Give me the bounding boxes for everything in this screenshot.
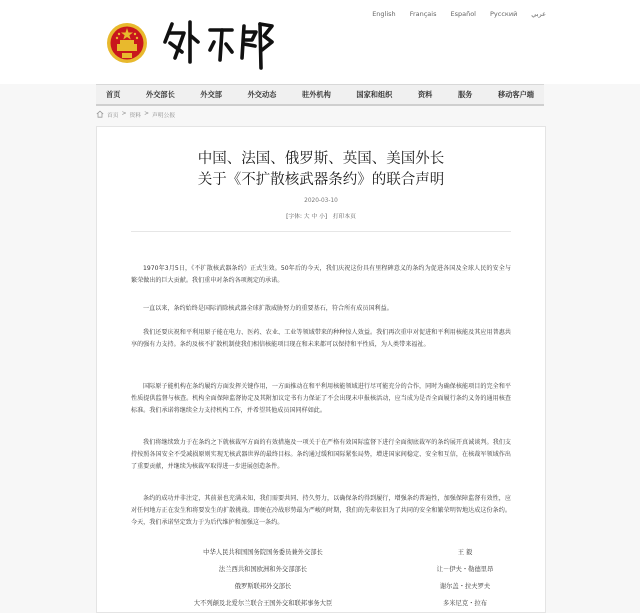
- font-size-controls: [97, 211, 545, 220]
- divider: [131, 231, 511, 232]
- home-icon: [96, 110, 104, 118]
- signatory-role: 中华人民共和国国务院国务委员兼外交部长: [203, 549, 323, 556]
- breadcrumb-home[interactable]: 首页: [107, 112, 119, 119]
- nav-minister[interactable]: 外交部长: [146, 89, 175, 99]
- national-emblem-icon[interactable]: [106, 22, 148, 64]
- breadcrumb: [96, 108, 175, 120]
- nav-missions[interactable]: 驻外机构: [302, 89, 331, 99]
- nav-mobile[interactable]: 移动客户端: [498, 89, 534, 99]
- lang-arabic[interactable]: عربي: [531, 10, 546, 18]
- signatory-name: 多米尼克・拉布: [442, 600, 488, 607]
- article-paragraph: 条约的成功并非注定，其前景也充满未知，我们需要共同、持久努力，以确保条约得到履行，增强条约普遍性，加强保障监督有效性，应对任何地方正在发生和将要发生的扩散挑战。即便在冷战形势最为严峻的时期，我们的先辈依旧为了共同的安全和繁荣明智地达成这份条约。今天，我们承诺坚定致力于为后代维护和加强这一条约。: [131, 495, 511, 526]
- signatory-role: 俄罗斯联邦外交部长: [234, 583, 292, 590]
- lang-french[interactable]: Français: [409, 10, 437, 18]
- font-size-label: [字体:: [286, 214, 302, 220]
- signatory-name: 王 毅: [457, 549, 473, 556]
- breadcrumb-separator: >: [144, 111, 149, 117]
- signatory-row: [97, 581, 545, 593]
- article-paragraph: 一直以来，条约始终是国际消除核武器全球扩散威胁努力的重要基石，符合所有成员国利益。: [143, 305, 393, 312]
- nav-ministry[interactable]: 外交部: [200, 89, 222, 99]
- article-paragraph: 我们还要庆祝和平利用原子能在电力、医药、农业、工业等领域带来的种种惊人效益。我们再次重申对促进和平利用核能及其应用普惠共享的强有力支持。条约及核不扩散机制使我们相信核能项目现在和未来都可以保持和平性质，为人类带来福祉。: [131, 329, 511, 348]
- font-size-medium[interactable]: 中: [311, 214, 318, 220]
- font-size-large[interactable]: 大: [303, 214, 310, 220]
- nav-services[interactable]: 服务: [457, 89, 473, 99]
- article-title: [97, 149, 545, 191]
- print-link[interactable]: 打印本页: [332, 214, 356, 220]
- article-paragraph: 1970年3月5日，《不扩散核武器条约》正式生效。50年后的今天，我们庆祝这份具有里程碑意义的条约为促进各国及全球人民的安全与繁荣做出的巨大贡献。我们重申对条约各项规定的承诺。: [131, 265, 511, 284]
- nav-resources[interactable]: 资料: [417, 89, 433, 99]
- font-size-small[interactable]: 小: [319, 214, 325, 220]
- signatory-role: 法兰西共和国欧洲和外交部部长: [218, 566, 308, 573]
- article-title-line1: 中国、法国、俄罗斯、英国、美国外长: [197, 151, 445, 167]
- site-header: [0, 0, 640, 84]
- nav-countries[interactable]: 国家和组织: [356, 89, 393, 99]
- language-switcher: [372, 10, 546, 18]
- signatory-name: 让－伊夫・勒德里昂: [436, 566, 494, 573]
- ministry-logo[interactable]: [160, 16, 280, 70]
- signatory-name: 谢尔盖・拉夫罗夫: [439, 583, 491, 590]
- breadcrumb-resources[interactable]: 资料: [129, 112, 142, 119]
- breadcrumb-statements[interactable]: 声明公报: [151, 112, 176, 119]
- article-date: 2020-03-10: [304, 198, 338, 204]
- article-title-line2: 关于《不扩散核武器条约》的联合声明: [197, 172, 445, 188]
- article-paragraph: 我们将继续致力于在条约之下就核裁军方面的有效措施及一项关于在严格有效国际监督下进行全面彻底裁军的条约展开真诚谈判。我们支持按照各国安全不受减损原则实现无核武器世界的最终目标。条约通过缓和国际紧张局势，增进国家间稳定、安全和互信，在核裁军领域作出了重要贡献，并继续为核裁军取得进一步进展创造条件。: [131, 439, 511, 470]
- signatory-row: [97, 564, 545, 576]
- signatory-role: 大不列颠及北爱尔兰联合王国外交和联邦事务大臣: [193, 600, 333, 607]
- lang-english[interactable]: English: [372, 10, 396, 18]
- font-size-close: ]: [324, 214, 328, 220]
- lang-russian[interactable]: Русский: [490, 10, 518, 18]
- lang-spanish[interactable]: Español: [450, 10, 476, 18]
- main-nav: [96, 84, 544, 106]
- article-panel: [96, 126, 546, 613]
- signatory-row: [97, 598, 545, 610]
- nav-news[interactable]: 外交动态: [247, 89, 277, 99]
- article-paragraph: 国际原子能机构在条约履约方面发挥关键作用，一方面推动在和平利用核能领域进行尽可能充分的合作，同时为确保核能项目的完全和平性质提供监督与核查。机构全面保障监督协定及其附加议定书有力保证了不会出现未申报核活动，应当成为是否全面履行条约义务的通用核查标准。我们承诺将继续全力支持机构工作，并希望其他成员国同样如此。: [131, 383, 511, 414]
- nav-home[interactable]: 首页: [106, 89, 121, 99]
- breadcrumb-separator: >: [121, 111, 127, 117]
- signatory-row: [97, 547, 545, 559]
